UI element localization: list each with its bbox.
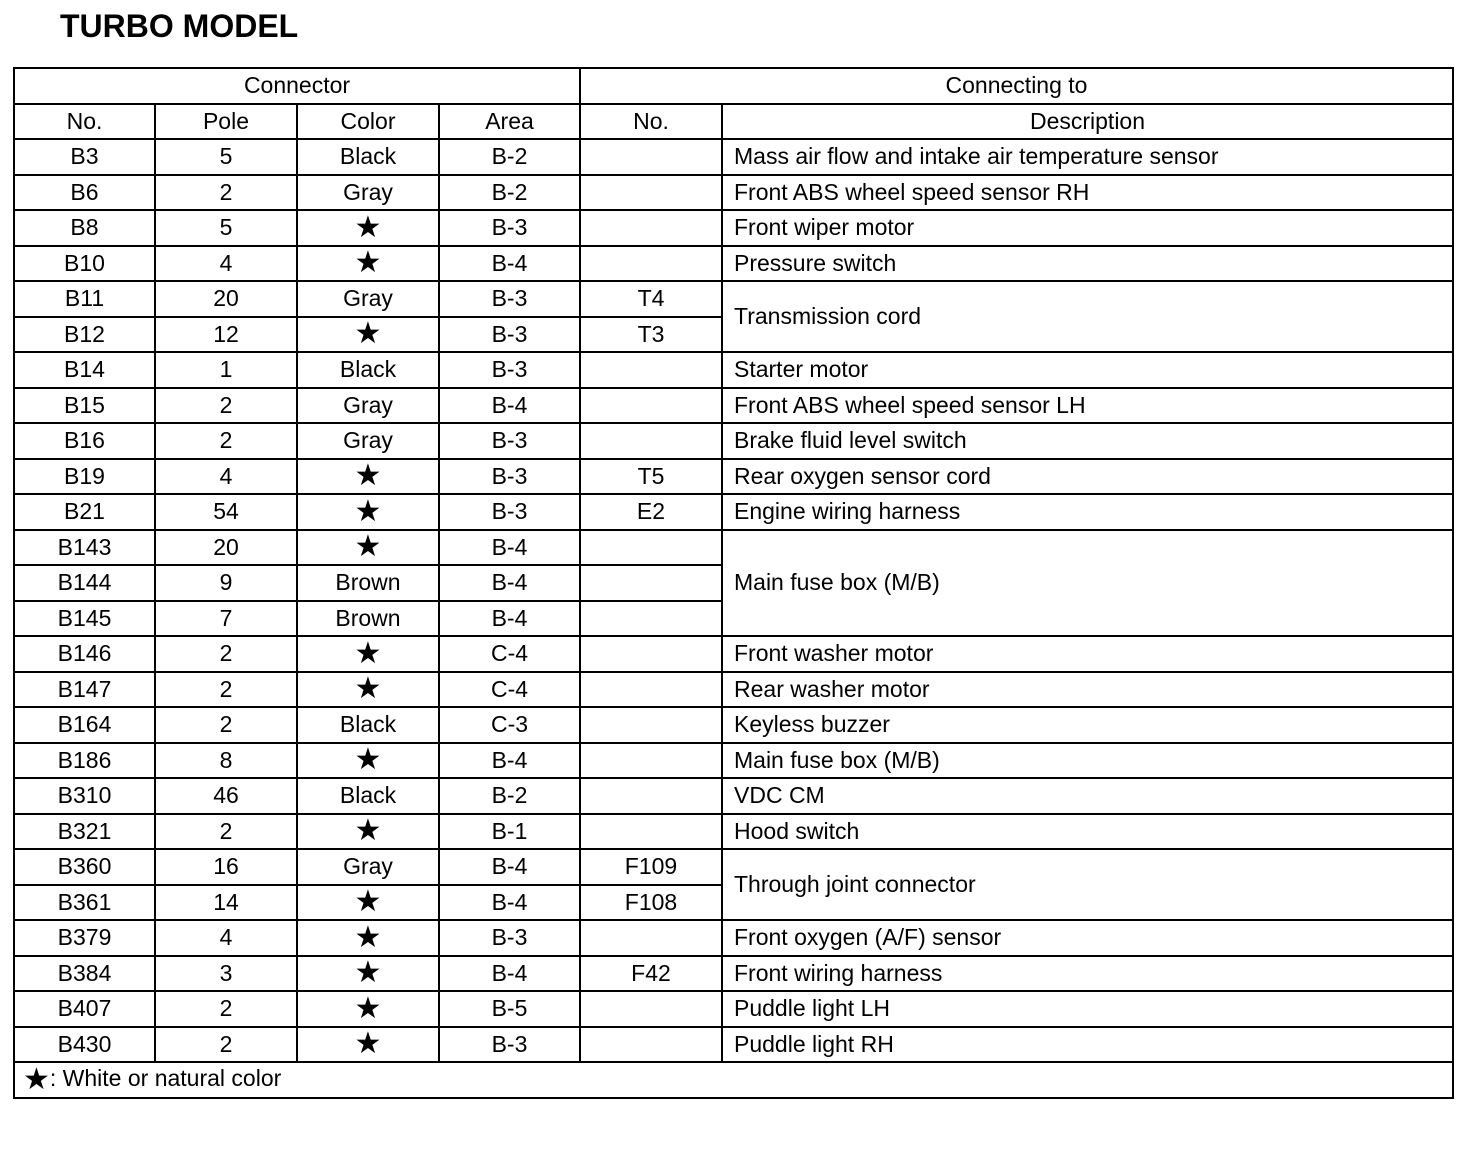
table-row <box>14 743 1453 779</box>
connector-no-cell: B321 <box>14 814 155 850</box>
table-row <box>14 246 1453 282</box>
connector-no-cell: B11 <box>14 281 155 317</box>
pole-cell: 2 <box>155 991 297 1027</box>
table-row <box>14 1027 1453 1063</box>
color-cell: ★ <box>297 672 439 708</box>
connecting-no-cell: F108 <box>580 885 722 921</box>
description-cell: Front ABS wheel speed sensor LH <box>722 388 1453 424</box>
table-row <box>14 423 1453 459</box>
table-row <box>14 175 1453 211</box>
area-cell: B-4 <box>439 530 580 566</box>
connecting-no-cell <box>580 565 722 601</box>
area-cell: B-4 <box>439 601 580 637</box>
color-cell: ★ <box>297 494 439 530</box>
pole-cell: 5 <box>155 139 297 175</box>
color-cell: Brown <box>297 565 439 601</box>
color-cell: Brown <box>297 601 439 637</box>
description-cell: Front oxygen (A/F) sensor <box>722 920 1453 956</box>
table-row <box>14 352 1453 388</box>
header-group-row <box>14 68 1453 104</box>
connector-no-cell: B146 <box>14 636 155 672</box>
connecting-no-cell <box>580 388 722 424</box>
connector-no-cell: B6 <box>14 175 155 211</box>
connecting-no-cell <box>580 352 722 388</box>
connecting-no-cell <box>580 246 722 282</box>
description-cell: Front ABS wheel speed sensor RH <box>722 175 1453 211</box>
table-row <box>14 849 1453 885</box>
connector-no-cell: B144 <box>14 565 155 601</box>
description-cell: Front wiper motor <box>722 210 1453 246</box>
connecting-no-cell <box>580 1027 722 1063</box>
connecting-no-cell <box>580 175 722 211</box>
header-connector: Connector <box>14 68 580 104</box>
table-row <box>14 956 1453 992</box>
legend-row <box>14 1062 1453 1098</box>
pole-cell: 4 <box>155 920 297 956</box>
description-cell: Pressure switch <box>722 246 1453 282</box>
color-cell: ★ <box>297 1027 439 1063</box>
color-cell: ★ <box>297 210 439 246</box>
area-cell: B-3 <box>439 352 580 388</box>
header-column-row <box>14 104 1453 140</box>
description-cell: VDC CM <box>722 778 1453 814</box>
connecting-no-cell: F109 <box>580 849 722 885</box>
description-cell: Front washer motor <box>722 636 1453 672</box>
area-cell: B-3 <box>439 494 580 530</box>
connector-no-cell: B360 <box>14 849 155 885</box>
area-cell: B-1 <box>439 814 580 850</box>
connector-no-cell: B164 <box>14 707 155 743</box>
connector-table <box>13 67 1454 1099</box>
description-cell: Rear oxygen sensor cord <box>722 459 1453 495</box>
table-row <box>14 139 1453 175</box>
connector-no-cell: B12 <box>14 317 155 353</box>
connecting-no-cell: T4 <box>580 281 722 317</box>
connecting-no-cell <box>580 991 722 1027</box>
area-cell: B-3 <box>439 317 580 353</box>
connector-no-cell: B14 <box>14 352 155 388</box>
pole-cell: 1 <box>155 352 297 388</box>
table-row <box>14 672 1453 708</box>
table-row <box>14 814 1453 850</box>
pole-cell: 2 <box>155 388 297 424</box>
header-connecting-to: Connecting to <box>580 68 1453 104</box>
pole-cell: 16 <box>155 849 297 885</box>
pole-cell: 2 <box>155 423 297 459</box>
pole-cell: 8 <box>155 743 297 779</box>
connecting-no-cell: F42 <box>580 956 722 992</box>
area-cell: C-3 <box>439 707 580 743</box>
pole-cell: 9 <box>155 565 297 601</box>
connecting-no-cell <box>580 743 722 779</box>
connector-no-cell: B3 <box>14 139 155 175</box>
connector-no-cell: B145 <box>14 601 155 637</box>
color-cell: Gray <box>297 281 439 317</box>
description-cell: Rear washer motor <box>722 672 1453 708</box>
pole-cell: 54 <box>155 494 297 530</box>
description-cell: Starter motor <box>722 352 1453 388</box>
area-cell: B-3 <box>439 210 580 246</box>
connecting-no-cell <box>580 672 722 708</box>
pole-cell: 2 <box>155 636 297 672</box>
area-cell: C-4 <box>439 672 580 708</box>
area-cell: B-4 <box>439 956 580 992</box>
area-cell: B-2 <box>439 175 580 211</box>
connector-no-cell: B361 <box>14 885 155 921</box>
connecting-no-cell <box>580 423 722 459</box>
area-cell: B-3 <box>439 920 580 956</box>
area-cell: B-3 <box>439 281 580 317</box>
area-cell: B-2 <box>439 778 580 814</box>
pole-cell: 2 <box>155 1027 297 1063</box>
table-row <box>14 281 1453 317</box>
connecting-no-cell <box>580 707 722 743</box>
area-cell: B-4 <box>439 885 580 921</box>
connecting-no-cell: E2 <box>580 494 722 530</box>
color-cell: Black <box>297 352 439 388</box>
color-cell: ★ <box>297 246 439 282</box>
table-row <box>14 707 1453 743</box>
area-cell: B-3 <box>439 1027 580 1063</box>
connector-no-cell: B147 <box>14 672 155 708</box>
pole-cell: 4 <box>155 246 297 282</box>
pole-cell: 20 <box>155 281 297 317</box>
pole-cell: 5 <box>155 210 297 246</box>
connecting-no-cell <box>580 636 722 672</box>
color-cell: ★ <box>297 956 439 992</box>
connector-no-cell: B16 <box>14 423 155 459</box>
color-cell: ★ <box>297 920 439 956</box>
connector-no-cell: B19 <box>14 459 155 495</box>
description-cell: Keyless buzzer <box>722 707 1453 743</box>
pole-cell: 4 <box>155 459 297 495</box>
pole-cell: 2 <box>155 175 297 211</box>
connecting-no-cell <box>580 778 722 814</box>
area-cell: B-2 <box>439 139 580 175</box>
connecting-no-cell <box>580 920 722 956</box>
pole-cell: 3 <box>155 956 297 992</box>
table-row <box>14 778 1453 814</box>
color-cell: ★ <box>297 885 439 921</box>
color-cell: ★ <box>297 636 439 672</box>
color-cell: ★ <box>297 459 439 495</box>
description-cell: Mass air flow and intake air temperature sensor <box>722 139 1453 175</box>
pole-cell: 14 <box>155 885 297 921</box>
table-row <box>14 636 1453 672</box>
description-cell: Hood switch <box>722 814 1453 850</box>
area-cell: B-4 <box>439 849 580 885</box>
description-cell: Puddle light LH <box>722 991 1453 1027</box>
table-row <box>14 530 1453 566</box>
table-row <box>14 920 1453 956</box>
color-cell: Gray <box>297 423 439 459</box>
connector-no-cell: B21 <box>14 494 155 530</box>
color-cell: ★ <box>297 991 439 1027</box>
header-no: No. <box>14 104 155 140</box>
connecting-no-cell <box>580 210 722 246</box>
connector-no-cell: B10 <box>14 246 155 282</box>
pole-cell: 46 <box>155 778 297 814</box>
page-title: TURBO MODEL <box>60 8 299 44</box>
connecting-no-cell <box>580 139 722 175</box>
description-cell: Main fuse box (M/B) <box>722 743 1453 779</box>
pole-cell: 12 <box>155 317 297 353</box>
color-cell: Black <box>297 778 439 814</box>
legend-note <box>14 1062 1453 1098</box>
description-cell: Brake fluid level switch <box>722 423 1453 459</box>
table-row <box>14 388 1453 424</box>
pole-cell: 2 <box>155 814 297 850</box>
connector-no-cell: B430 <box>14 1027 155 1063</box>
color-cell: Gray <box>297 849 439 885</box>
header-description: Description <box>722 104 1453 140</box>
description-cell: Front wiring harness <box>722 956 1453 992</box>
connecting-no-cell <box>580 530 722 566</box>
area-cell: B-4 <box>439 743 580 779</box>
color-cell: Black <box>297 139 439 175</box>
connecting-no-cell <box>580 814 722 850</box>
table-row <box>14 210 1453 246</box>
area-cell: B-3 <box>439 423 580 459</box>
connecting-no-cell <box>580 601 722 637</box>
area-cell: B-5 <box>439 991 580 1027</box>
pole-cell: 7 <box>155 601 297 637</box>
header-connecting-no: No. <box>580 104 722 140</box>
table-row <box>14 494 1453 530</box>
header-pole: Pole <box>155 104 297 140</box>
legend-text: : White or natural color <box>49 1064 282 1091</box>
header-area: Area <box>439 104 580 140</box>
description-cell: Engine wiring harness <box>722 494 1453 530</box>
connector-no-cell: B407 <box>14 991 155 1027</box>
star-icon: ★ <box>23 1062 50 1096</box>
connecting-no-cell: T3 <box>580 317 722 353</box>
pole-cell: 2 <box>155 707 297 743</box>
area-cell: B-4 <box>439 388 580 424</box>
connector-no-cell: B143 <box>14 530 155 566</box>
color-cell: ★ <box>297 530 439 566</box>
description-cell: Main fuse box (M/B) <box>722 530 1453 637</box>
color-cell: ★ <box>297 743 439 779</box>
pole-cell: 20 <box>155 530 297 566</box>
area-cell: B-4 <box>439 565 580 601</box>
color-cell: Gray <box>297 388 439 424</box>
connector-no-cell: B8 <box>14 210 155 246</box>
color-cell: ★ <box>297 317 439 353</box>
connector-no-cell: B379 <box>14 920 155 956</box>
color-cell: Gray <box>297 175 439 211</box>
table-row <box>14 459 1453 495</box>
header-color: Color <box>297 104 439 140</box>
description-cell: Transmission cord <box>722 281 1453 352</box>
description-cell: Through joint connector <box>722 849 1453 920</box>
connector-no-cell: B384 <box>14 956 155 992</box>
area-cell: C-4 <box>439 636 580 672</box>
color-cell: ★ <box>297 814 439 850</box>
color-cell: Black <box>297 707 439 743</box>
connector-no-cell: B186 <box>14 743 155 779</box>
table-row <box>14 991 1453 1027</box>
connecting-no-cell: T5 <box>580 459 722 495</box>
area-cell: B-4 <box>439 246 580 282</box>
connector-no-cell: B15 <box>14 388 155 424</box>
area-cell: B-3 <box>439 459 580 495</box>
pole-cell: 2 <box>155 672 297 708</box>
description-cell: Puddle light RH <box>722 1027 1453 1063</box>
connector-no-cell: B310 <box>14 778 155 814</box>
